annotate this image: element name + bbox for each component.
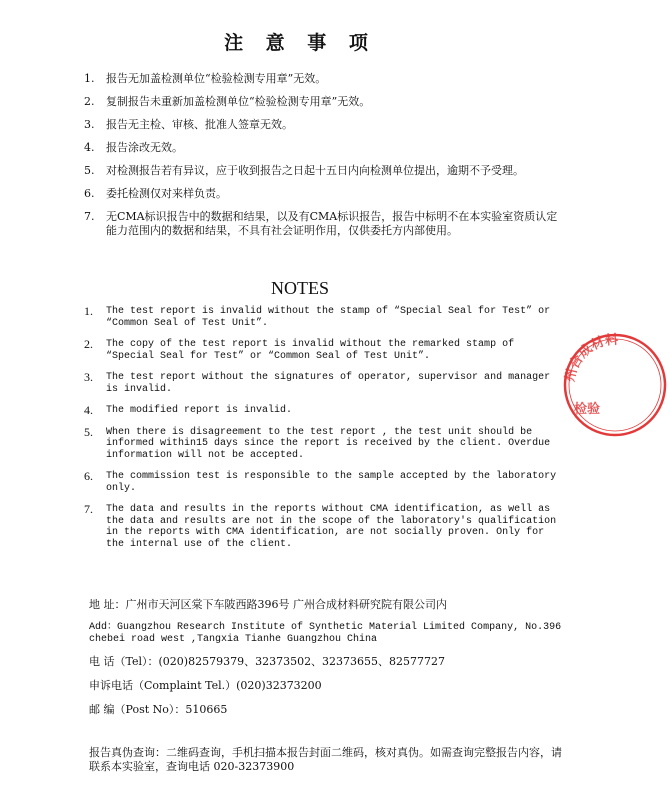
notice-list bbox=[84, 72, 564, 247]
svg-text:州合成材料 bbox=[563, 332, 619, 384]
notes-item bbox=[84, 504, 564, 550]
item-number: 7. bbox=[84, 502, 93, 516]
notice-item bbox=[84, 210, 564, 238]
complaint-telephone: 申诉电话（Complaint Tel.）(020)32373200 bbox=[89, 679, 322, 692]
item-text: The test report without the signatures of operator, supervisor and manager is invalid. bbox=[106, 372, 551, 395]
item-number: 4. bbox=[84, 403, 93, 417]
stamp-top-text: 州合成材料 bbox=[562, 332, 619, 384]
notes-title: NOTES bbox=[271, 278, 329, 298]
item-number: 5. bbox=[84, 424, 93, 439]
item-number: 6. bbox=[84, 469, 93, 483]
item-number: 2. bbox=[84, 337, 93, 351]
verification-note: 报告真伪查询：二维码查询，手机扫描本报告封面二维码，核对真伪。如需查询完整报告内容，请联系本实验室，查询电话 020-32373900 bbox=[89, 746, 562, 773]
item-text: The data and results in the reports without CMA identification, as well as the data and results are not in the scope of the laboratory's qualification in the reports with CMA identification, are not socially proven. Only for the internal use of the client. bbox=[106, 504, 557, 550]
notes-item bbox=[84, 471, 564, 494]
telephone: 电 话（Tel）：(020)82579379、32373502、32373655、82577727 bbox=[89, 655, 446, 668]
notes-list bbox=[84, 306, 564, 560]
item-text: The test report is invalid without the stamp of “Special Seal for Test” or “Common Seal of Test Unit”. bbox=[106, 306, 551, 329]
item-number: 4. bbox=[84, 141, 95, 154]
notes-item bbox=[84, 306, 564, 329]
notice-item bbox=[84, 72, 564, 86]
notes-item bbox=[84, 339, 564, 362]
item-text: When there is disagreement to the test report , the test unit should be informed within15 days since the report is received by the client. Overdue information will not be accepted. bbox=[106, 426, 551, 461]
contact-block bbox=[89, 598, 569, 727]
item-text: 委托检测仅对来样负责。 bbox=[106, 187, 227, 200]
item-text: 复制报告未重新加盖检测单位“检验检测专用章”无效。 bbox=[106, 95, 371, 108]
address-en: Add：Guangzhou Research Institute of Synthetic Material Limited Company, No.396 chebei road west ,Tangxia Tianhe Guangzhou China bbox=[89, 622, 562, 645]
notes-item bbox=[84, 372, 564, 395]
notes-item bbox=[84, 424, 564, 462]
item-number: 1. bbox=[84, 304, 93, 318]
item-text: 报告涂改无效。 bbox=[106, 141, 183, 154]
item-text: 报告无加盖检测单位“检验检测专用章”无效。 bbox=[106, 72, 327, 85]
item-number: 1. bbox=[84, 72, 95, 85]
notice-title: 注 意 事 项 bbox=[224, 32, 376, 54]
item-number: 6. bbox=[84, 187, 95, 200]
item-number: 3. bbox=[84, 118, 95, 131]
item-text: The modified report is invalid. bbox=[106, 405, 293, 416]
item-number: 2. bbox=[84, 95, 95, 108]
notes-item bbox=[84, 405, 564, 417]
red-seal-stamp-icon bbox=[560, 330, 670, 440]
notice-item bbox=[84, 118, 564, 132]
item-number: 7. bbox=[84, 210, 95, 223]
notice-item bbox=[84, 164, 564, 178]
notice-item bbox=[84, 141, 564, 155]
notice-item bbox=[84, 187, 564, 201]
item-text: 报告无主检、审核、批准人签章无效。 bbox=[106, 118, 293, 131]
notice-item bbox=[84, 95, 564, 109]
item-number: 5. bbox=[84, 164, 95, 177]
item-text: The copy of the test report is invalid without the remarked stamp of “Special Seal for Test” or “Common Seal of Test Unit”. bbox=[106, 339, 515, 362]
item-text: 无CMA标识报告中的数据和结果，以及有CMA标识报告，报告中标明不在本实验室资质认定能力范围内的数据和结果，不具有社会证明作用，仅供委托方内部使用。 bbox=[106, 210, 558, 237]
item-text: The commission test is responsible to the sample accepted by the laboratory only. bbox=[106, 471, 557, 494]
stamp-bottom-text: 检验 bbox=[574, 402, 601, 417]
postcode: 邮 编（Post No）：510665 bbox=[89, 703, 228, 716]
address-cn: 地 址：广州市天河区棠下车陂西路396号 广州合成材料研究院有限公司内 bbox=[89, 598, 447, 611]
item-text: 对检测报告若有异议，应于收到报告之日起十五日内向检测单位提出，逾期不予受理。 bbox=[106, 164, 524, 177]
item-number: 3. bbox=[84, 370, 93, 384]
